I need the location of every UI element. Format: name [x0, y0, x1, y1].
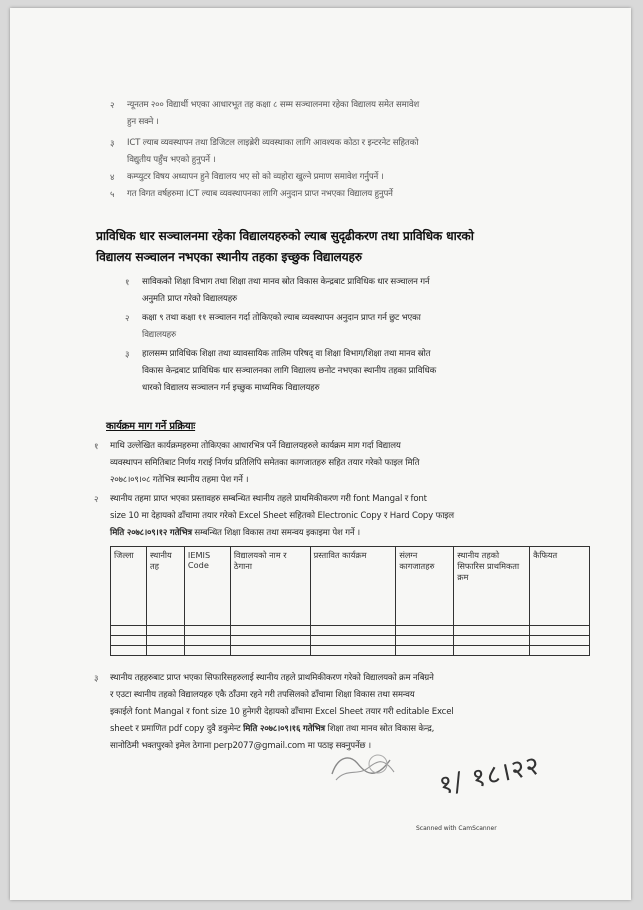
procedure-line: व्यवस्थापन समितिबाट निर्णय गराई निर्णय प्रतिलिपि समेतका कागजातहरु सहित तयार गरेको फाइल मिति [110, 458, 420, 468]
list-number: २ [125, 314, 130, 324]
procedure-line [110, 722, 434, 734]
table-row [111, 626, 590, 636]
table-header-cell: स्थानीय तह [146, 547, 184, 626]
table-header-cell: जिल्ला [111, 547, 147, 626]
list-number: ५ [110, 190, 115, 200]
list-number: ३ [94, 674, 99, 684]
table-header-cell: कैफियत [530, 547, 590, 626]
procedure-line: सानोठिमी भक्तपुरको इमेल ठेगाना perp2077@gmail.com मा पठाइ सक्नुपर्नेछ । [110, 741, 371, 751]
procedure-text: sheet र प्रमाणित pdf copy दुवै डकुमेन्ट [110, 724, 244, 734]
stamp-icon [328, 750, 398, 786]
table-header-cell: विद्यालयको नाम र ठेगाना [230, 547, 310, 626]
table-row [111, 646, 590, 656]
list-item-line: हुन सक्ने । [127, 117, 159, 127]
list-item-line: कम्प्युटर विषय अध्यापन हुने विद्यालय भए सो को व्यहोरा खुल्ने प्रमाण समावेश गर्नुपर्ने । [127, 172, 384, 182]
deadline-date: मिति २०७८।०९।१६ गतेभित्र [243, 724, 325, 734]
document-page [10, 8, 631, 900]
procedure-line: इकाईले font Mangal र font size 10 हुनेगरी देहायको ढाँचामा Excel Sheet तयार गरी editable Excel [110, 707, 454, 717]
procedure-line: स्थानीय तहहरुबाट प्राप्त भएका सिफारिसहरुलाई स्थानीय तहले प्राथमिकीकरण गरेको विद्यालयको क्रम नबिग्रने [110, 673, 434, 683]
list-item-line: कक्षा ९ तथा कक्षा ११ सञ्चालन गर्दा तोकिएको ल्याब व्यवस्थापन अनुदान प्राप्त गर्न छुट भएका [142, 313, 421, 323]
procedure-line: माथि उल्लेखित कार्यक्रमहरुमा तोकिएका आधारभित्र पर्ने विद्यालयहरुले कार्यक्रम माग गर्दा विद्यालय [110, 441, 401, 451]
procedure-line: size 10 मा देहायको ढाँचामा तयार गरेको Excel Sheet सहितको Electronic Copy र Hard Copy फाइल [110, 511, 454, 521]
section-heading-line: प्राविधिक धार सञ्चालनमा रहेका विद्यालयहरुको ल्याब सुदृढीकरण तथा प्राविधिक धारको [96, 229, 474, 243]
procedure-line: स्थानीय तहमा प्राप्त भएका प्रस्तावहरु सम्बन्धित स्थानीय तहले प्राथमिकीकरण गरी font Mangal र font [110, 494, 427, 504]
list-item-line: धारको विद्यालय सञ्चालन गर्न इच्छुक माध्यमिक विद्यालयहरु [142, 383, 320, 393]
table-row [111, 636, 590, 646]
procedure-title: कार्यक्रम माग गर्ने प्रक्रियाः [106, 421, 196, 432]
section-heading-line: विद्यालय सञ्चालन नभएका स्थानीय तहका इच्छुक विद्यालयहरु [96, 250, 362, 264]
list-item-line: न्यूनतम २०० विद्यार्थी भएका आधारभूत तह कक्षा ८ सम्म सञ्चालनमा रहेका विद्यालय समेत समावेश [127, 100, 420, 110]
list-number: ३ [125, 350, 130, 360]
table-header-cell: संलग्न कागजातहरु [396, 547, 454, 626]
list-number: २ [94, 495, 99, 505]
deadline-date: मिति २०७८।०९।१२ गतेभित्र [110, 528, 192, 538]
procedure-text: सम्बन्धित शिक्षा विकास तथा समन्वय इकाइमा पेश गर्ने । [191, 528, 360, 538]
list-item-line: विकास केन्द्रबाट प्राविधिक धार सञ्चालनका लागि विद्यालय छनोट नभएका स्थानीय तहका प्राविधिक [142, 366, 437, 376]
procedure-text: शिक्षा तथा मानव स्रोत विकास केन्द्र, [324, 724, 435, 734]
procedure-line [110, 526, 360, 538]
list-number: २ [110, 101, 115, 111]
procedure-line: २०७८।०९।०८ गतेभित्र स्थानीय तहमा पेश गर्ने । [110, 475, 249, 485]
list-item-line: हालसम्म प्राविधिक शिक्षा तथा व्यावसायिक तालिम परिषद् वा शिक्षा विभाग/शिक्षा तथा मानव स्रोत [142, 349, 431, 359]
table-header-cell: स्थानीय तहको सिफारिस प्राथमिकता क्रम [454, 547, 530, 626]
list-number: ४ [110, 173, 115, 183]
table-header-cell: प्रस्तावित कार्यक्रम [310, 547, 396, 626]
handwritten-signature: १/ १८।२२ [436, 750, 543, 802]
list-number: १ [125, 278, 130, 288]
list-item-line: साविकको शिक्षा विभाग तथा शिक्षा तथा मानव स्रोत विकास केन्द्रबाट प्राविधिक धार सञ्चालन गर्न [142, 277, 430, 287]
list-item-line: विद्युतीय पहुँच भएको हुनुपर्ने । [127, 155, 216, 165]
scanner-watermark: Scanned with CamScanner [416, 825, 497, 832]
list-item-line: गत विगत वर्षहरुमा ICT ल्याब व्यवस्थापनका लागि अनुदान प्राप्त नभएका विद्यालय हुनुपर्ने [127, 189, 393, 199]
list-item-line: ICT ल्याब व्यवस्थापन तथा डिजिटल लाइब्रेरी व्यवस्थाका लागि आवश्यक कोठा र इन्टरनेट सहितको [127, 138, 419, 148]
list-item-line: विद्यालयहरु [142, 330, 176, 340]
list-number: १ [94, 442, 99, 452]
list-number: ३ [110, 139, 115, 149]
procedure-line: र एउटा स्थानीय तहको विद्यालयहरु एकै ठाँउमा रहने गरी तपसिलको ढाँचामा शिक्षा विकास तथा समन्वय [110, 690, 415, 700]
list-item-line: अनुमति प्राप्त गरेको विद्यालयहरु [142, 294, 237, 304]
table-header-cell: IEMIS Code [184, 547, 230, 626]
proposal-table [110, 546, 590, 656]
